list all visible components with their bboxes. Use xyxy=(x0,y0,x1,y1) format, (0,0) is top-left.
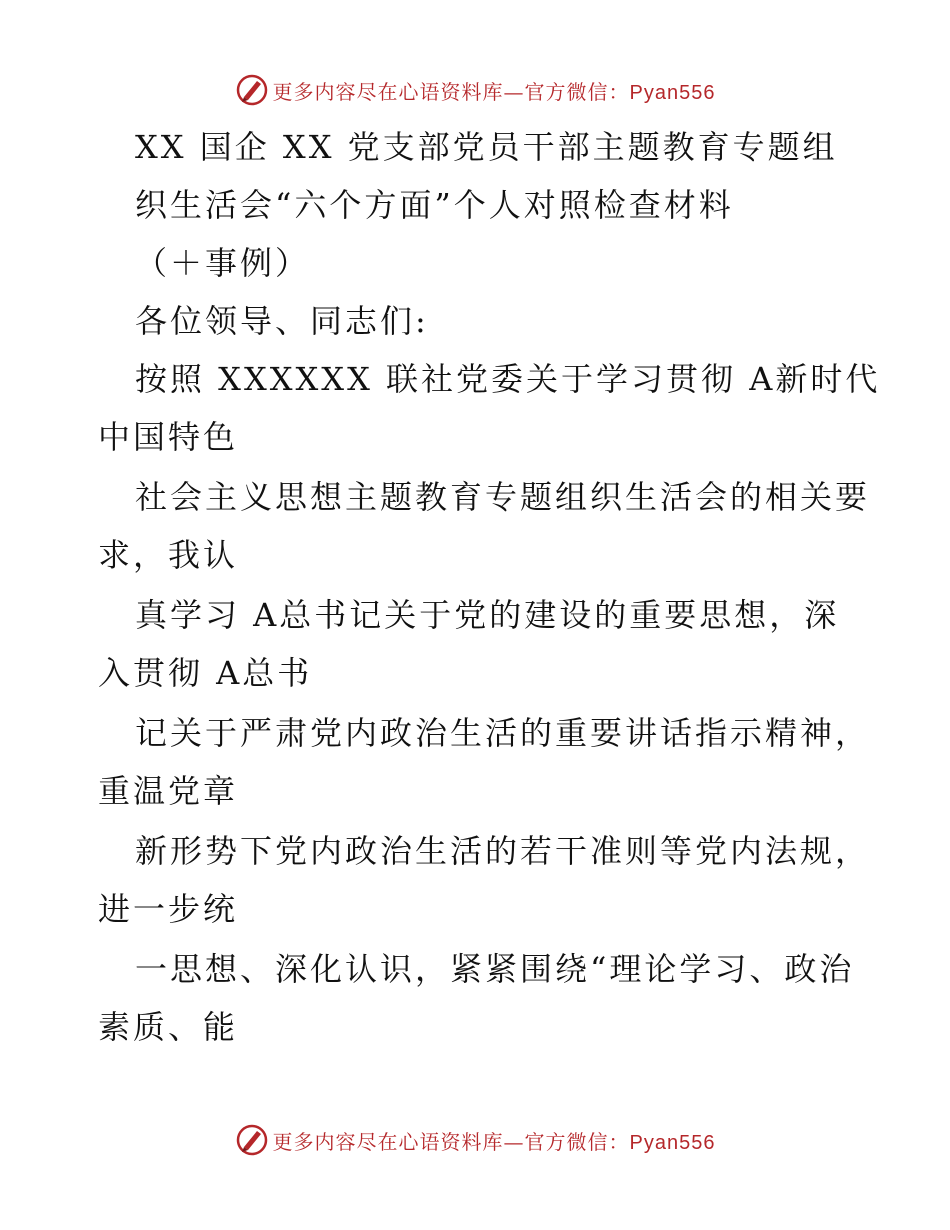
footer-watermark-text: 更多内容尽在心语资料库—官方微信：Pyan556 xyxy=(272,1129,716,1154)
body-line: 社会主义思想主题教育专题组织生活会的相关要 xyxy=(135,478,871,516)
body-line: 一思想、深化认识，紧紧围绕“理论学习、政治 xyxy=(135,950,855,988)
body-line: 按照 XXXXXX 联社党委关于学习贯彻 A新时代 xyxy=(135,360,881,398)
body-line: 素质、能 xyxy=(98,1008,239,1046)
body-line: 真学习 A总书记关于党的建设的重要思想，深 xyxy=(135,596,840,634)
footer-watermark-banner xyxy=(0,1120,950,1160)
body-line: 记关于严肃党内政治生活的重要讲话指示精神， xyxy=(135,714,871,752)
body-line: 进一步统 xyxy=(98,890,239,928)
header-watermark-text: 更多内容尽在心语资料库—官方微信：Pyan556 xyxy=(272,79,716,104)
pen-logo-icon xyxy=(235,1123,269,1157)
body-line: 求，我认 xyxy=(98,536,239,574)
salutation: 各位领导、同志们: xyxy=(135,302,429,340)
document-title-line-3: （＋事例） xyxy=(135,244,311,282)
header-watermark-banner xyxy=(0,70,950,110)
body-line: 入贯彻 A总书 xyxy=(98,654,313,692)
body-line: 新形势下党内政治生活的若干准则等党内法规， xyxy=(135,832,871,870)
document-title-line-2: 织生活会“六个方面”个人对照检查材料 xyxy=(135,186,734,224)
document-title-line-1: XX 国企 XX 党支部党员干部主题教育专题组 xyxy=(135,128,838,166)
body-line: 重温党章 xyxy=(98,772,239,810)
body-line: 中国特色 xyxy=(98,418,239,456)
pen-logo-icon xyxy=(235,73,269,107)
